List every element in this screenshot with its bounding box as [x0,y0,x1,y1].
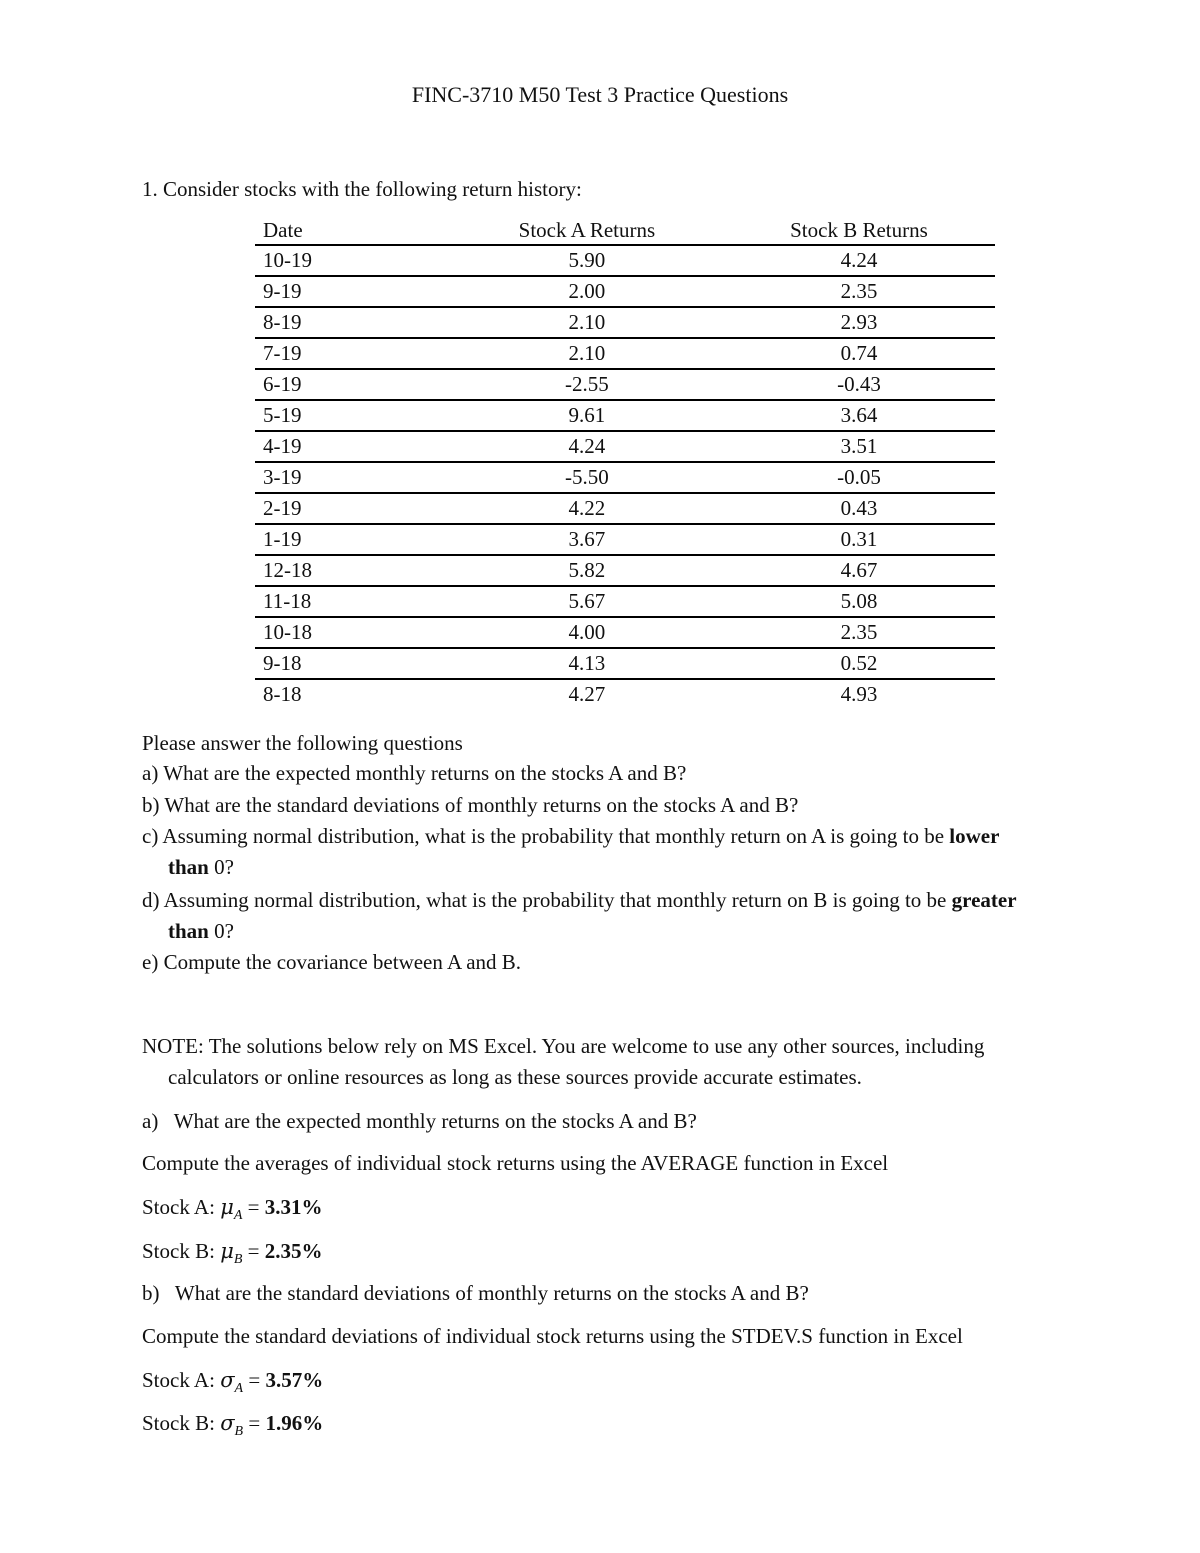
table-row [255,679,995,709]
solution-a-stock-b [142,1238,323,1268]
table-row [255,617,995,648]
question-a [142,757,686,789]
table-row [255,493,995,524]
table-row [255,369,995,400]
cell-stock-a: 2.10 [451,338,723,369]
stock-a-label: Stock A: [142,1195,215,1219]
solution-a-method: Compute the averages of individual stock returns using the AVERAGE function in Excel [142,1151,889,1175]
cell-date: 1-19 [255,524,451,555]
cell-stock-b: 5.08 [723,586,995,617]
question-b-label: b) [142,793,160,817]
cell-date: 7-19 [255,338,451,369]
header-stock-b: Stock B Returns [723,218,995,245]
solution-b-label: b) [142,1281,160,1305]
header-stock-a: Stock A Returns [451,218,723,245]
solution-a-question [142,1108,697,1134]
cell-stock-a: 5.90 [451,245,723,276]
question-e-label: e) [142,950,159,974]
cell-stock-b: 2.35 [723,617,995,648]
cell-stock-a: -2.55 [451,369,723,400]
question-b-text: What are the standard deviations of monthly returns on the stocks A and B? [164,793,799,817]
stock-b-label: Stock B: [142,1239,215,1263]
mu-subscript: A [233,1208,243,1223]
stock-a-mean-value: 3.31% [264,1195,323,1219]
cell-stock-a: -5.50 [451,462,723,493]
cell-stock-b: 0.43 [723,493,995,524]
note-line-1: NOTE: The solutions below rely on MS Excel. You are welcome to use any other sources, including [142,1034,985,1058]
cell-date: 3-19 [255,462,451,493]
cell-date: 10-19 [255,245,451,276]
solution-b-stock-a [142,1367,323,1397]
table-row [255,555,995,586]
equals-sign: = [248,1411,261,1435]
cell-date: 6-19 [255,369,451,400]
table-header-row [255,218,995,245]
question-c [142,820,999,852]
cell-stock-b: 2.93 [723,307,995,338]
solution-b-question-text: What are the standard deviations of monthly returns on the stocks A and B? [174,1281,809,1305]
table-row [255,338,995,369]
table-row [255,276,995,307]
cell-stock-b: 4.93 [840,682,878,706]
question-e [142,946,521,978]
cell-date: 10-18 [255,617,451,648]
cell-stock-b: 3.51 [723,431,995,462]
solution-b-method: Compute the standard deviations of individual stock returns using the STDEV.S function in Excel [142,1324,963,1348]
stock-b-label: Stock B: [142,1411,215,1435]
returns-table [255,218,995,709]
stock-b-mean-value: 2.35% [264,1239,323,1263]
table-row [255,400,995,431]
cell-date: 9-19 [255,276,451,307]
question-d-label: d) [142,888,160,912]
question-d-bold: greater [951,888,1017,912]
equals-sign: = [248,1368,261,1392]
cell-stock-a: 4.27 [568,682,606,706]
question-a-label: a) [142,761,159,785]
cell-stock-a: 4.13 [451,648,723,679]
cell-stock-b: 0.74 [723,338,995,369]
cell-stock-a: 3.67 [451,524,723,555]
question-a-text: What are the expected monthly returns on the stocks A and B? [163,761,687,785]
cell-date: 8-19 [255,307,451,338]
table-row [255,648,995,679]
solution-a-label: a) [142,1109,159,1133]
cell-stock-a: 2.10 [451,307,723,338]
questions-intro: Please answer the following questions [142,731,463,755]
question-c-text: Assuming normal distribution, what is the probability that monthly return on A is going to be [162,824,950,848]
question-d-text: Assuming normal distribution, what is the probability that monthly return on B is going to be [163,888,952,912]
table-row [255,586,995,617]
sigma-symbol: σ [220,1411,235,1435]
question-c-tail: 0? [208,855,234,879]
question-number: 1. [142,177,158,201]
cell-stock-a: 4.22 [451,493,723,524]
note-line-2: calculators or online resources as long as these sources provide accurate estimates. [168,1065,862,1089]
solution-a-question-text: What are the expected monthly returns on the stocks A and B? [173,1109,697,1133]
cell-date: 8-18 [263,682,302,706]
question-c-bold-than: than [168,855,209,879]
cell-stock-b: 2.35 [723,276,995,307]
table-row [255,245,995,276]
cell-date: 12-18 [255,555,451,586]
solution-b-question [142,1280,809,1306]
question-1-prompt [142,176,582,202]
question-e-text: Compute the covariance between A and B. [163,950,522,974]
question-text: Consider stocks with the following return history: [163,177,582,201]
question-c-label: c) [142,824,159,848]
question-d-tail: 0? [208,919,234,943]
table-body [255,245,995,709]
cell-date: 2-19 [255,493,451,524]
table-row [255,524,995,555]
sigma-subscript: A [234,1381,244,1396]
equals-sign: = [247,1195,260,1219]
question-b [142,789,798,821]
mu-symbol: μ [220,1195,234,1219]
cell-stock-a: 5.67 [451,586,723,617]
cell-stock-a: 2.00 [451,276,723,307]
solution-b-stock-b [142,1410,323,1440]
cell-stock-b: -0.43 [723,369,995,400]
mu-subscript: B [233,1252,243,1267]
cell-stock-a: 9.61 [451,400,723,431]
mu-symbol: μ [220,1239,234,1263]
cell-date: 11-18 [255,586,451,617]
header-date: Date [255,218,451,245]
stock-b-stdev-value: 1.96% [265,1411,324,1435]
cell-stock-b: 3.64 [723,400,995,431]
sigma-symbol: σ [220,1368,235,1392]
cell-stock-b: 4.24 [723,245,995,276]
cell-date: 4-19 [255,431,451,462]
cell-stock-a: 5.82 [451,555,723,586]
cell-stock-b: 0.52 [723,648,995,679]
stock-a-stdev-value: 3.57% [265,1368,324,1392]
cell-date: 5-19 [255,400,451,431]
table-row [255,307,995,338]
question-d-continued [168,916,234,946]
page-title: FINC-3710 M50 Test 3 Practice Questions [411,82,789,107]
table-row [255,431,995,462]
cell-date: 9-18 [255,648,451,679]
question-c-continued [168,852,234,882]
cell-stock-a: 4.00 [451,617,723,648]
cell-stock-b: 0.31 [723,524,995,555]
question-d [142,884,1017,916]
stock-a-label: Stock A: [142,1368,215,1392]
question-c-bold: lower [949,824,1000,848]
table-row [255,462,995,493]
solution-a-stock-a [142,1194,323,1224]
cell-stock-a: 4.24 [451,431,723,462]
cell-stock-b: 4.67 [723,555,995,586]
question-d-bold-than: than [168,919,209,943]
sigma-subscript: B [234,1424,244,1439]
cell-stock-b: -0.05 [723,462,995,493]
equals-sign: = [247,1239,260,1263]
